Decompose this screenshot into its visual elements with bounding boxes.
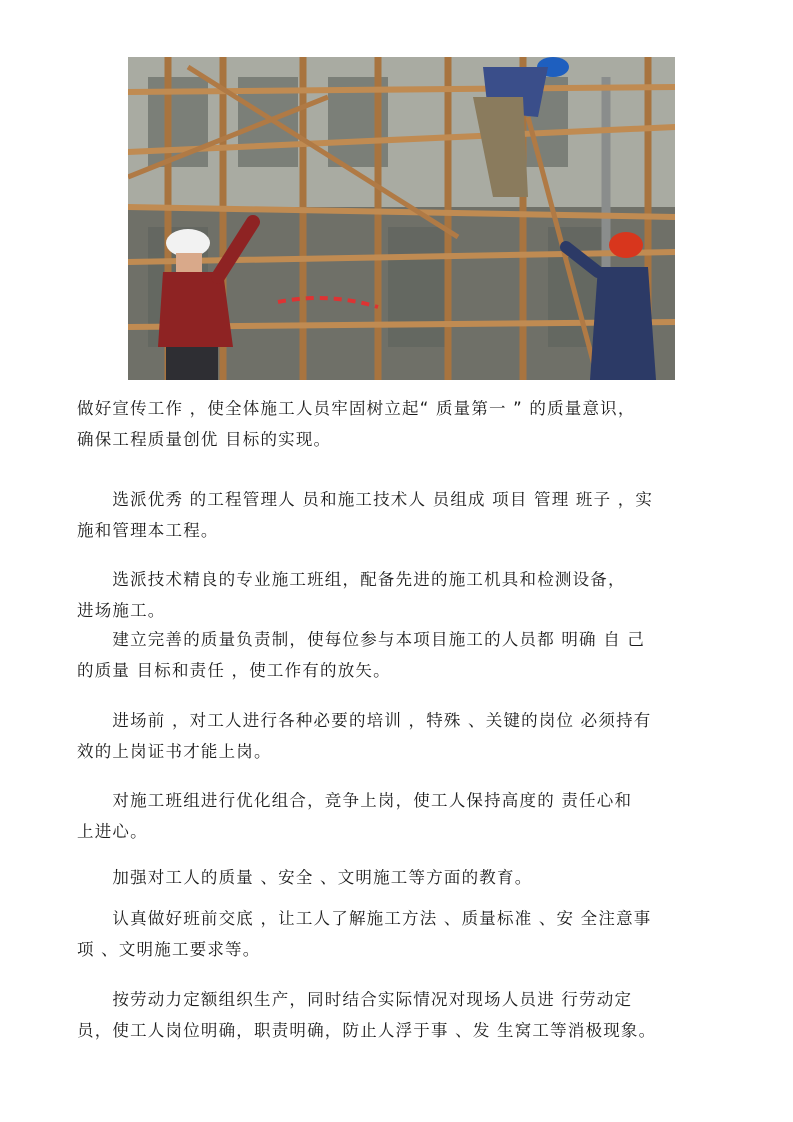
paragraph-8 — [77, 903, 727, 965]
paragraph-line: 按劳动力定额组织生产，同时结合实际情况对现场人员进 行劳动定 — [77, 990, 633, 1009]
paragraph-2 — [77, 484, 727, 546]
paragraph-line: 选派优秀 的工程管理人 员和施工技术人 员组成 项目 管理 班子 ，实 — [77, 490, 654, 509]
paragraph-5 — [77, 705, 727, 767]
paragraph-4 — [77, 624, 727, 686]
paragraph-line: 认真做好班前交底 ，让工人了解施工方法 、质量标准 、安 全注意事 — [77, 909, 652, 928]
paragraph-line: 确保工程质量创优 目标的实现。 — [77, 430, 332, 449]
paragraph-line: 做好宣传工作 ，使全体施工人员牢固树立起“ 质量第一 ” 的质量意识， — [77, 399, 636, 418]
paragraph-line: 加强对工人的质量 、安全 、文明施工等方面的教育。 — [77, 868, 533, 887]
paragraph-line: 建立完善的质量负责制，使每位参与本项目施工的人员都 明确 自 己 — [77, 630, 646, 649]
paragraph-9 — [77, 984, 727, 1046]
paragraph-line: 进场施工。 — [77, 601, 166, 620]
paragraph-line: 项 、文明施工要求等。 — [77, 940, 261, 959]
paragraph-line: 对施工班组进行优化组合，竞争上岗，使工人保持高度的 责任心和 — [77, 791, 633, 810]
scaffolding-photo — [128, 57, 675, 380]
paragraph-line: 的质量 目标和责任 ，使工作有的放矢。 — [77, 661, 391, 680]
paragraph-1 — [77, 393, 727, 455]
paragraph-line: 上进心。 — [77, 822, 148, 841]
scaffolding-workers-image — [128, 57, 675, 380]
paragraph-line: 员，使工人岗位明确，职责明确，防止人浮于事 、发 生窝工等消极现象。 — [77, 1021, 657, 1040]
paragraph-line: 进场前 ，对工人进行各种必要的培训 ，特殊 、关键的岗位 必须持有 — [77, 711, 652, 730]
paragraph-7 — [77, 862, 727, 893]
paragraph-line: 选派技术精良的专业施工班组，配备先进的施工机具和检测设备， — [77, 570, 626, 589]
paragraph-3 — [77, 564, 727, 626]
paragraph-line: 效的上岗证书才能上岗。 — [77, 742, 272, 761]
paragraph-6 — [77, 785, 727, 847]
paragraph-line: 施和管理本工程。 — [77, 521, 219, 540]
